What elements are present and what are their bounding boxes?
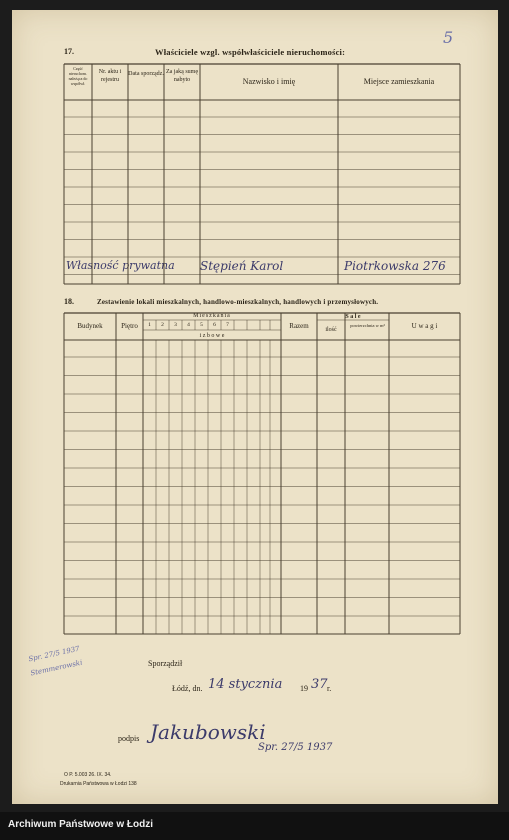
col-building-header: Budynek [77,322,103,330]
room-number: 7 [226,322,229,328]
left-note-1: Spr. 27/5 1937 [27,644,81,664]
col-total-header: Razem [289,322,309,330]
city-date-prefix: Łódź, dn. [172,684,203,693]
entry-share: Własność prywatna [66,259,175,272]
room-number: 1 [148,322,151,328]
col-name-header: Nazwisko i imię [242,77,296,86]
left-note-2: Stemmerowski [29,658,84,678]
section-17-number: 17. [64,47,74,56]
col-share-header: Część nieruchom. należąca do współwł. [68,66,88,86]
page-number: 5 [443,28,454,47]
signature-handwritten: Jakubowski [150,720,266,744]
section-18-title: Zestawienie lokali mieszkalnych, handlowo-mieszkalnych, handlowych i przemysłowych. [97,298,379,306]
col-date-header: Data sporządz. [128,71,164,77]
room-number: 5 [200,322,203,328]
col-rooms-label: i z b o w e [199,333,225,339]
entry-name: Stępień Karol [200,259,284,273]
room-number: 4 [187,322,190,328]
section-17-title: Właściciele wzgl. współwłaściciele nieruchomości: [155,47,346,57]
room-number: 2 [161,322,164,328]
year-suffix: r. [327,684,332,693]
prepared-label: Sporządził [148,659,183,668]
col-halls-header: S a l e [345,314,361,320]
col-dwellings-header: Mieszkania [193,313,231,319]
year-handwritten: 37 [311,677,328,692]
col-address-header: Miejsce zamieszkania [363,77,435,86]
col-floor-header: Piętro [121,322,138,330]
signature-label: podpis [118,734,140,743]
room-number: 6 [213,322,216,328]
section-18-number: 18. [64,297,74,306]
col-count-header: ilość [325,327,337,333]
archive-label: Archiwum Państwowe w Łodzi [8,819,154,830]
margin-note: Spr. 27/5 1937 [258,742,333,753]
col-remarks-header: U w a g i [411,322,438,330]
printer-line-1: O P. 5.003 26. IX. 34. [64,772,112,778]
col-sum-header: Za jaką sumę nabyto [166,69,198,83]
date-handwritten: 14 stycznia [208,677,283,692]
year-prefix: 19 [300,684,308,693]
col-act-header: Nr. aktu i rejestru [98,69,122,83]
room-number: 3 [174,322,177,328]
col-area-header: powierzchnia w m² [350,323,385,328]
entry-address: Piotrkowska 276 [344,259,446,273]
printer-line-2: Drukarnia Państwowa w Łodzi 138 [60,781,137,787]
